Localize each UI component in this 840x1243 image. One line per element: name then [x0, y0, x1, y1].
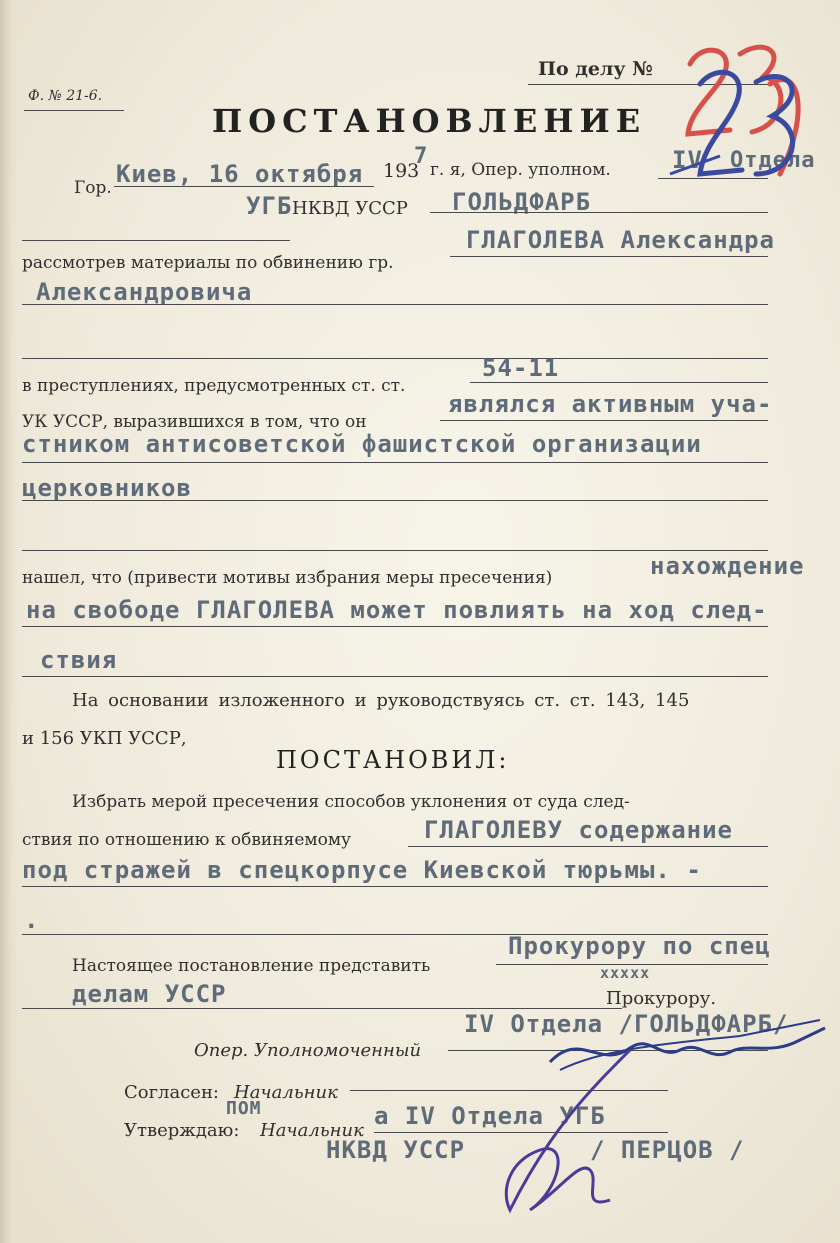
articles-typed: 54-11: [482, 354, 560, 382]
decision-typed-2: под стражей в спецкорпусе Киевской тюрьмы. -: [22, 856, 702, 884]
approve-typed-2: НКВД УССР: [326, 1136, 466, 1164]
motive-label: нашел, что (привести мотивы избрания меры пресечения): [22, 568, 553, 588]
year-typed: 7: [414, 144, 429, 169]
city-prefix: Гор.: [74, 178, 112, 198]
document-title: ПОСТАНОВЛЕНИЕ: [212, 102, 647, 140]
resolved-heading: ПОСТАНОВИЛ:: [276, 746, 510, 774]
present-typed-1: Прокурору по спец: [508, 932, 771, 960]
officer-label: Опер. Уполномоченный: [194, 1040, 422, 1061]
prosecutor-suffix: Прокурору.: [606, 988, 717, 1009]
line-3: [450, 256, 768, 257]
basis-line-2: и 156 УКП УССР,: [22, 728, 187, 749]
form-number: Ф. № 21-6.: [28, 88, 103, 104]
motive-typed-1: нахождение: [650, 552, 805, 580]
binding-edge: [0, 0, 18, 1243]
pom-typed: ПОМ: [226, 1098, 262, 1119]
officer-prefix: г. я, Опер. уполном.: [430, 160, 611, 180]
present-xxx: ххххх: [600, 964, 651, 982]
line-decision-2: [22, 886, 768, 887]
decision-line-1: Избрать мерой пресечения способов уклонения от суда след-: [72, 792, 630, 812]
officer-typed: IV Отдела /ГОЛЬДФАРБ/: [464, 1010, 789, 1038]
agreed-chief: Начальник: [234, 1082, 338, 1103]
expressed-label: УК УССР, выразившихся в том, что он: [22, 412, 367, 432]
present-typed-2: делам УССР: [72, 980, 227, 1008]
year-printed: 193: [383, 160, 420, 182]
approve-label: Утверждаю:: [124, 1120, 240, 1141]
case-number-label: По делу №: [538, 58, 653, 80]
line-7: [22, 462, 768, 463]
present-label: Настоящее постановление представить: [72, 956, 431, 976]
line-8: [22, 500, 768, 501]
line-2a: [22, 240, 290, 241]
form-number-underline: [24, 110, 124, 111]
line-4: [22, 304, 768, 305]
agreed-label: Согласен:: [124, 1082, 220, 1103]
approve-typed-1: а IV Отдела УГБ: [374, 1102, 606, 1130]
basis-line-1: На основании изложенного и руководствуясь ст. ст. 143, 145: [72, 690, 690, 711]
officer-name-typed: ГОЛЬДФАРБ: [452, 188, 592, 216]
line-6: [440, 420, 768, 421]
accused-patronymic-typed: Александровича: [36, 278, 253, 306]
line-11: [22, 676, 768, 677]
city-date-typed: Киев, 16 октября: [116, 160, 364, 188]
department-typed: IV: [672, 146, 703, 174]
line-4b: [22, 358, 768, 359]
approve-chief: Начальник: [260, 1120, 364, 1141]
line-present-2: [22, 1008, 622, 1009]
ugb-typed: УГБ: [246, 192, 293, 220]
nkvd-label: НКВД УССР: [292, 198, 408, 219]
charge-typed-1: являлся активным уча-: [448, 390, 773, 418]
line-10: [22, 626, 768, 627]
motive-typed-3: ствия: [40, 646, 118, 674]
charge-typed-3: церковников: [22, 474, 192, 502]
line-8b: [22, 550, 768, 551]
accused-name-typed: ГЛАГОЛЕВА Александра: [466, 226, 775, 254]
handwritten-case-number-238: [660, 24, 820, 194]
line-decision-1: [408, 846, 768, 847]
decision-line-2: ствия по отношению к обвиняемому: [22, 830, 352, 850]
line-1a: [114, 186, 374, 187]
crimes-label: в преступлениях, предусмотренных ст. ст.: [22, 376, 406, 396]
materials-label: рассмотрев материалы по обвинению гр.: [22, 253, 394, 273]
decision-typed-3: .: [24, 906, 40, 934]
line-2b: [430, 212, 768, 213]
motive-typed-2: на свободе ГЛАГОЛЕВА может повлиять на ход след-: [26, 596, 768, 624]
line-5: [470, 382, 768, 383]
decision-typed-1: ГЛАГОЛЕВУ содержание: [424, 816, 733, 844]
department-word: Отдела: [730, 148, 816, 173]
approver-signature: [470, 1040, 660, 1230]
charge-typed-2: стником антисоветской фашистской организации: [22, 430, 702, 458]
approve-name: / ПЕРЦОВ /: [590, 1136, 745, 1164]
